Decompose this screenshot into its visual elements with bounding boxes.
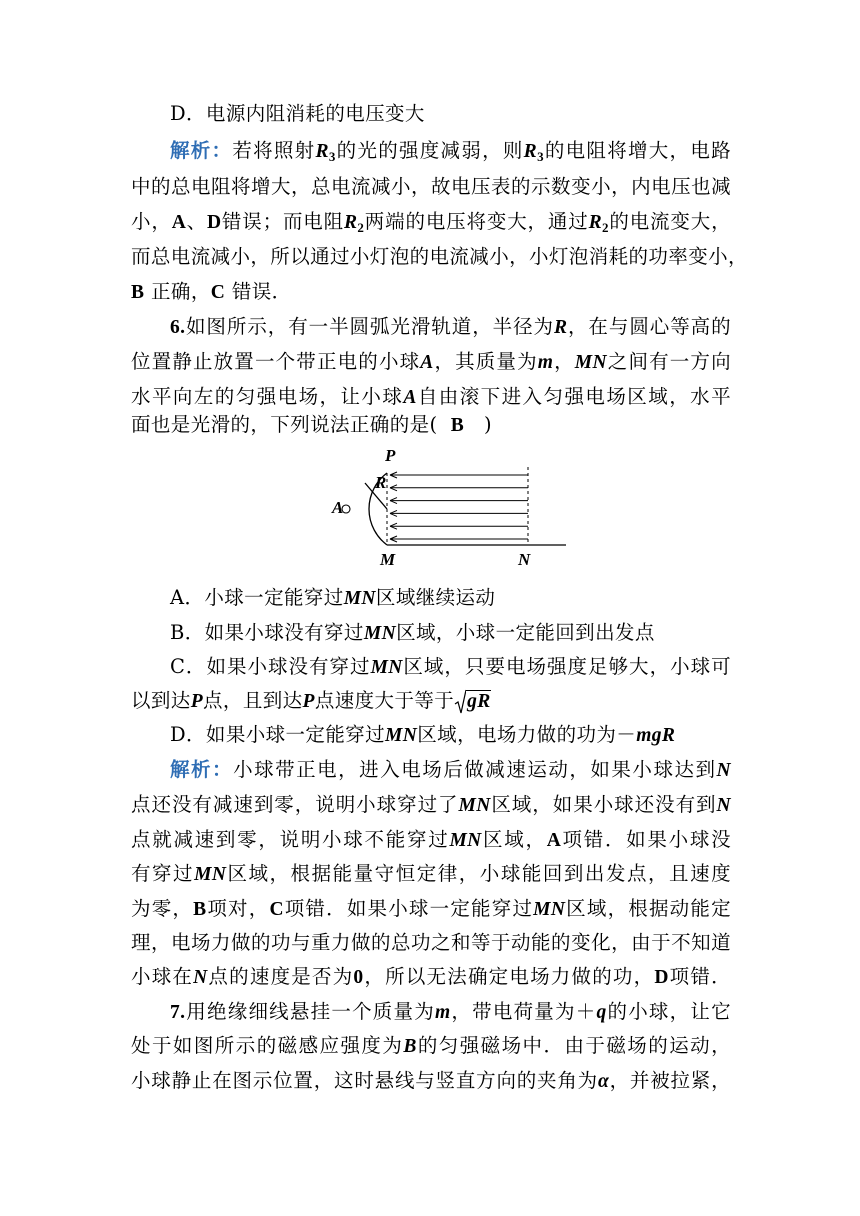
electric-field-lines [390, 472, 528, 542]
option-c-line-2: 以到达P点，且到达P点速度大于等于 gR [131, 687, 731, 716]
option-c-line-1: C．如果小球没有穿过MN区域，只要电场强度足够大，小球可 [170, 655, 732, 678]
label-a: A [332, 498, 344, 517]
analysis-6-line-1: 解析：小球带正电，进入电场后做减速运动，如果小球达到N [170, 758, 731, 781]
option-b: B．如果小球没有穿过MN区域，小球一定能回到出发点 [170, 621, 655, 644]
analysis-5-line-3: 小，A、D错误；而电阻$R_2$两端的电压将变大，通过$R_2$的电流变大， [131, 210, 731, 235]
question-7-line-2: 处于如图所示的磁感应强度为B的匀强磁场中．由于磁场的运动， [131, 1034, 731, 1057]
analysis-6-line-6: 理，电场力做的功与重力做的总功之和等于动能的变化，由于不知道 [131, 931, 731, 954]
analysis-6-line-7: 小球在N点的速度是否为0，所以无法确定电场力做的功，D项错． [131, 965, 731, 988]
field-line-arrow [390, 510, 528, 516]
semicircle-track-figure [330, 443, 570, 573]
analysis-6-line-4: 有穿过MN区域，根据能量守恒定律，小球能回到出发点，且速度 [131, 862, 731, 885]
analysis-5-line-1: 解析：若将照射$R_3$的光的强度减弱，则$R_3$的电阻将增大，电路 [170, 139, 731, 164]
question-6-line-4: 面也是光滑的，下列说法正确的是( B ) [131, 413, 492, 436]
field-line-arrow [390, 485, 528, 491]
option-d-previous: D．电源内阻消耗的电压变大 [170, 102, 425, 125]
question-6-line-1: 6.如图所示，有一半圆弧光滑轨道，半径为R，在与圆心等高的 [170, 315, 732, 338]
label-n: N [518, 550, 531, 569]
answer-b: B [450, 415, 465, 436]
field-line-arrow [390, 523, 528, 529]
question-6-line-3: 水平向左的匀强电场，让小球A自由滚下进入匀强电场区域，水平 [131, 385, 731, 408]
question-6-line-2: 位置静止放置一个带正电的小球A，其质量为m，MN之间有一方向 [131, 350, 731, 373]
analysis-6-line-3: 点就减速到零，说明小球不能穿过MN区域，A项错．如果小球没 [131, 828, 731, 851]
sqrt-gr: gR [454, 687, 491, 716]
label-p: P [385, 446, 396, 465]
analysis-5-line-4: 而总电流减小，所以通过小灯泡的电流减小，小灯泡消耗的功率变小， [131, 245, 748, 268]
analysis-5-line-5: B 正确，C 错误． [131, 280, 292, 303]
label-r: R [375, 473, 387, 492]
analysis-6-line-5: 为零，B项对，C项错．如果小球一定能穿过MN区域，根据动能定 [131, 897, 731, 920]
option-a: A．小球一定能穿过MN区域继续运动 [170, 586, 496, 609]
analysis-6-line-2: 点还没有减速到零，说明小球穿过了MN区域，如果小球还没有到N [131, 793, 731, 816]
field-line-arrow [390, 498, 528, 504]
field-line-arrow [390, 536, 528, 542]
field-line-arrow [390, 472, 528, 478]
analysis-5-line-2: 中的总电阻将增大，总电流减小，故电压表的示数变小，内电压也减 [131, 175, 731, 198]
question-7-line-3: 小球静止在图示位置，这时悬线与竖直方向的夹角为α，并被拉紧， [131, 1069, 732, 1092]
option-d: D．如果小球一定能穿过MN区域，电场力做的功为－mgR [170, 723, 676, 746]
label-m: M [380, 550, 396, 569]
question-7-line-1: 7.用绝缘细线悬挂一个质量为m，带电荷量为＋q的小球，让它 [170, 1000, 731, 1023]
